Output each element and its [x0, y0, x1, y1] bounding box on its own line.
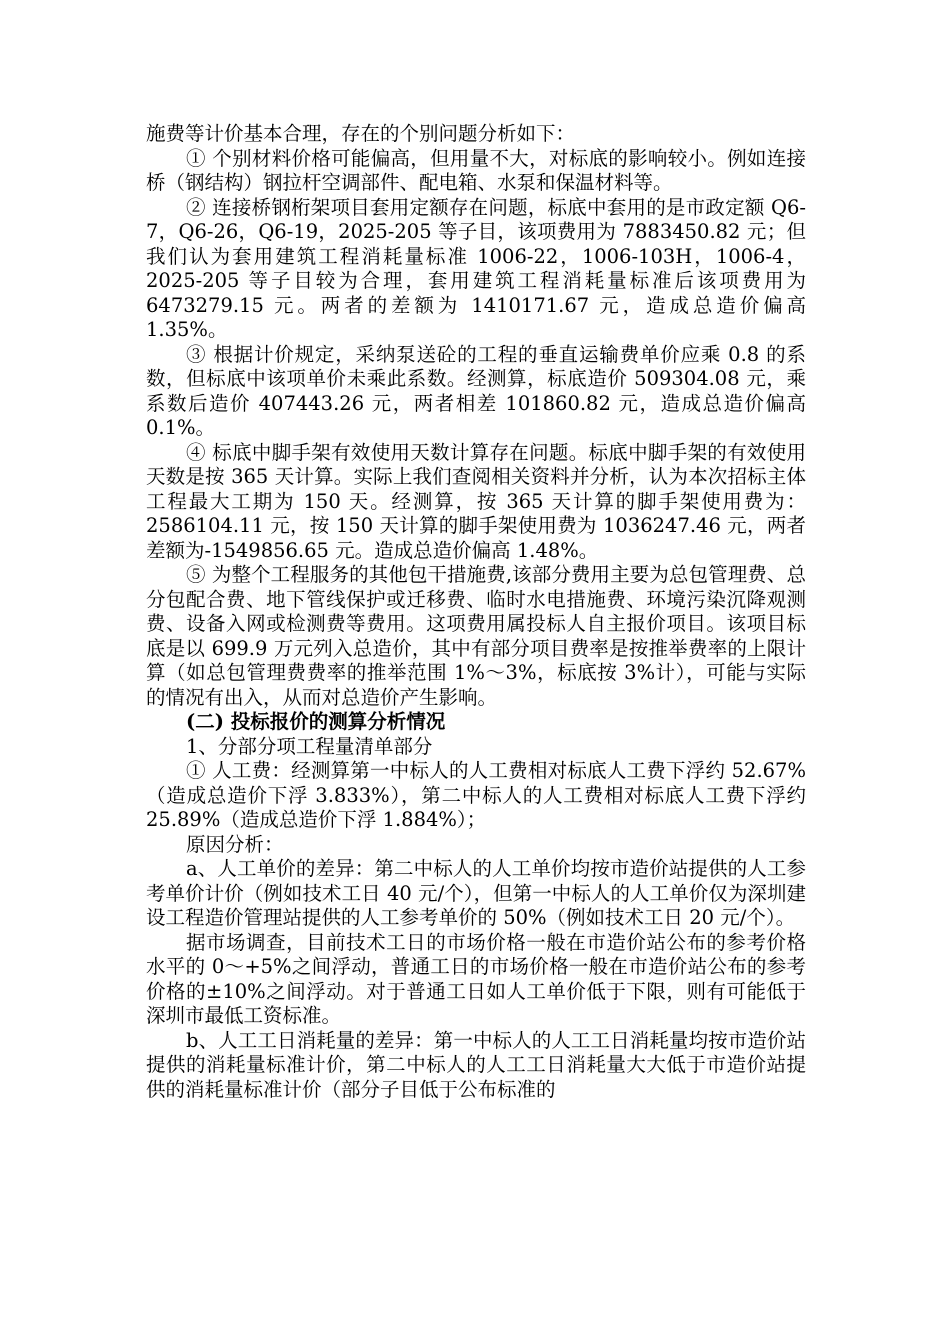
document-body: [146, 122, 806, 1102]
paragraph-item-2: ② 连接桥钢桁架项目套用定额存在问题，标底中套用的是市政定额 Q6-7，Q6-26，Q6-19，2025-205 等子目，该项费用为 7883450.82 元；但我们认为套用建筑工程消耗量标准 1006-22，1006-103H，1006-4，2025-205 等子目较为合理，套用建筑工程消耗量标准后该项费用为 6473279.15 元。两者的差额为 1410171.67 元，造成总造价偏高 1.35%。: [146, 195, 806, 341]
section-heading: (二) 投标报价的测算分析情况: [186, 710, 446, 733]
paragraph-intro: 施费等计价基本合理，存在的个别问题分析如下：: [146, 122, 576, 145]
paragraph-item-4: ④ 标底中脚手架有效使用天数计算存在问题。标底中脚手架的有效使用天数是按 365 天计算。实际上我们查阅相关资料并分析，认为本次招标主体工程最大工期为 150 天。经测算，按 365 天计算的脚手架使用费为：2586104.11 元，按 150 天计算的脚手架使用费为 1036247.46 元，两者差额为-1549856.65 元。造成总造价偏高 1.48%。: [146, 440, 806, 562]
paragraph-cause-label: 原因分析：: [186, 832, 284, 856]
paragraph-cause-a: a、人工单价的差异：第二中标人的人工单价均按市造价站提供的人工参考单价计价（例如技术工日 40 元/个），但第一中标人的人工单价仅为深圳建设工程造价管理站提供的人工参考单价的 50%（例如技术工日 20 元/个）。: [146, 857, 806, 929]
paragraph-cause-b: b、人工工日消耗量的差异：第一中标人的人工工日消耗量均按市造价站提供的消耗量标准计价，第二中标人的人工工日消耗量大大低于市造价站提供的消耗量标准计价（部分子目低于公布标准的: [146, 1028, 806, 1101]
paragraph-item-3: ③ 根据计价规定，采纳泵送砼的工程的垂直运输费单价应乘 0.8 的系数，但标底中该项单价未乘此系数。经测算，标底造价 509304.08 元，乘系数后造价 407443.26 元，两者相差 101860.82 元，造成总造价偏高 0.1%。: [146, 342, 806, 439]
subsection-title: 1、分部分项工程量清单部分: [186, 734, 433, 758]
paragraph-labor-cost: ① 人工费：经测算第一中标人的人工费相对标底人工费下浮约 52.67%（造成总造价下浮 3.833%），第二中标人的人工费相对标底人工费下浮约 25.89%（造成总造价下浮 1.884%）；: [146, 759, 806, 831]
paragraph-market-survey: 据市场调查，目前技术工日的市场价格一般在市造价站公布的参考价格水平的 0～+5%之间浮动，普通工日的市场价格一般在市造价站公布的参考价格的±10%之间浮动。对于普通工日如人工单价低于下限，则有可能低于深圳市最低工资标准。: [146, 930, 806, 1027]
paragraph-item-5: ⑤ 为整个工程服务的其他包干措施费,该部分费用主要为总包管理费、总分包配合费、地下管线保护或迁移费、临时水电措施费、环境污染沉降观测费、设备入网或检测费等费用。这项费用属投标人自主报价项目。该项目标底是以 699.9 万元列入总造价，其中有部分项目费率是按推举费率的上限计算（如总包管理费费率的推举范围 1%～3%，标底按 3%计），可能与实际的情况有出入，从而对总造价产生影响。: [146, 563, 806, 709]
paragraph-item-1: ① 个别材料价格可能偏高，但用量不大，对标底的影响较小。例如连接桥（钢结构）钢拉杆空调部件、配电箱、水泵和保温材料等。: [146, 146, 806, 194]
